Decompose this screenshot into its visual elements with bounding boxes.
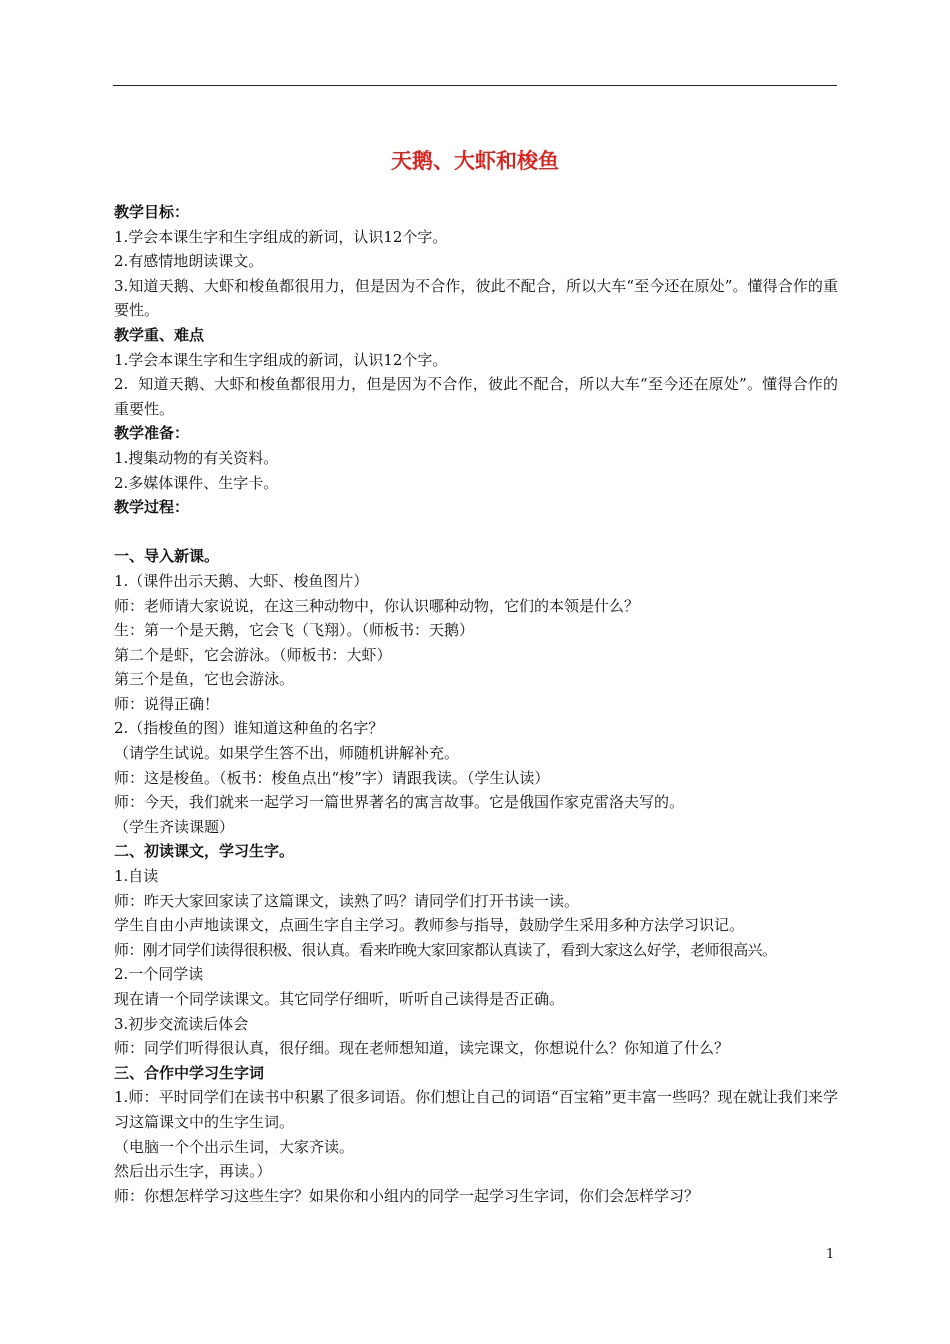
part3-line: （电脑一个个出示生词，大家齐读。	[114, 1137, 355, 1156]
part1-heading: 一、导入新课。	[114, 547, 220, 566]
key-point-item: 2. 知道天鹅、大虾和梭鱼都很用力，但是因为不合作，彼此不配合，所以大车“至今还在原处”。懂得合作的重要性。	[114, 375, 838, 418]
part2-heading: 二、初读课文，学习生字。	[114, 842, 295, 861]
part2-line: 1.自读	[114, 867, 159, 886]
part2-line: 3.初步交流读后体会	[114, 1014, 249, 1033]
preparation-item: 1.搜集动物的有关资料。	[114, 448, 279, 467]
part1-line: （学生齐读课题）	[114, 817, 235, 836]
part1-line: 师：说得正确！	[114, 694, 220, 713]
document-title: 天鹅、大虾和梭鱼	[391, 149, 559, 173]
part2-line: 学生自由小声地读课文，点画生字自主学习。教师参与指导，鼓励学生采用多种方法学习识记。	[114, 916, 745, 935]
document-body	[114, 200, 838, 1208]
preparation-item: 2.多媒体课件、生字卡。	[114, 473, 279, 492]
part2-line: 现在请一个同学读课文。其它同学仔细听，听听自己读得是否正确。	[114, 990, 565, 1008]
part2-line: 师：刚才同学们读得很积极、很认真。看来昨晚大家回家都认真读了，看到大家这么好学，老师很高兴。	[114, 940, 777, 959]
objectives-heading: 教学目标：	[114, 203, 190, 221]
blank-line	[114, 520, 838, 545]
part3-line: 师：你想怎样学习这些生字？如果你和小组内的同学一起学习生字词，你们会怎样学习？	[114, 1186, 700, 1205]
objective-item: 1.学会本课生字和生字组成的新词，认识12个字。	[114, 227, 448, 246]
part2-line: 师：同学们听得很认真，很仔细。现在老师想知道，读完课文，你想说什么？你知道了什么？	[114, 1039, 730, 1058]
objective-item: 3.知道天鹅、大虾和梭鱼都很用力，但是因为不合作，彼此不配合，所以大车“至今还在原处”。懂得合作的重要性。	[114, 276, 838, 320]
key-point-item: 1.学会本课生字和生字组成的新词，认识12个字。	[114, 350, 448, 369]
part2-line: 2.一个同学读	[114, 965, 204, 984]
preparation-heading: 教学准备：	[114, 424, 190, 443]
part1-line: 1.（课件出示天鹅、大虾、梭鱼图片）	[114, 571, 369, 590]
part1-line: 师：这是梭鱼。（板书：梭鱼点出“梭”字）请跟我读。（学生认读）	[114, 768, 550, 787]
part1-line: 第二个是虾，它会游泳。（师板书：大虾）	[114, 645, 392, 664]
header-rule	[113, 85, 837, 86]
page-number: 1	[826, 1247, 835, 1262]
part2-line: 师：昨天大家回家读了这篇课文，读熟了吗？请同学们打开书读一读。	[114, 891, 580, 910]
part3-paragraph: 1.师：平时同学们在读书中积累了很多词语。你们想让自己的词语“百宝箱”更丰富一些吗？现在就让我们来学习这篇课文中的生字生词。	[114, 1088, 838, 1131]
objective-item: 2.有感情地朗读课文。	[114, 252, 264, 271]
part1-line: 师：老师请大家说说，在这三种动物中，你认识哪种动物，它们的本领是什么？	[114, 596, 640, 615]
part1-line: （请学生试说。如果学生答不出，师随机讲解补充。	[114, 744, 460, 763]
part1-line: 2.（指梭鱼的图）谁知道这种鱼的名字？	[114, 719, 384, 738]
key-points-heading: 教学重、难点	[114, 325, 205, 344]
part1-line: 生：第一个是天鹅，它会飞（飞翔）。（师板书：天鹅）	[114, 621, 475, 640]
process-heading: 教学过程：	[114, 498, 190, 517]
part1-line: 师：今天，我们就来一起学习一篇世界著名的寓言故事。它是俄国作家克雷洛夫写的。	[114, 793, 685, 812]
part1-line: 第三个是鱼，它也会游泳。	[114, 670, 295, 689]
part3-line: 然后出示生字，再读。）	[114, 1162, 272, 1181]
part3-heading: 三、合作中学习生字词	[114, 1063, 265, 1082]
